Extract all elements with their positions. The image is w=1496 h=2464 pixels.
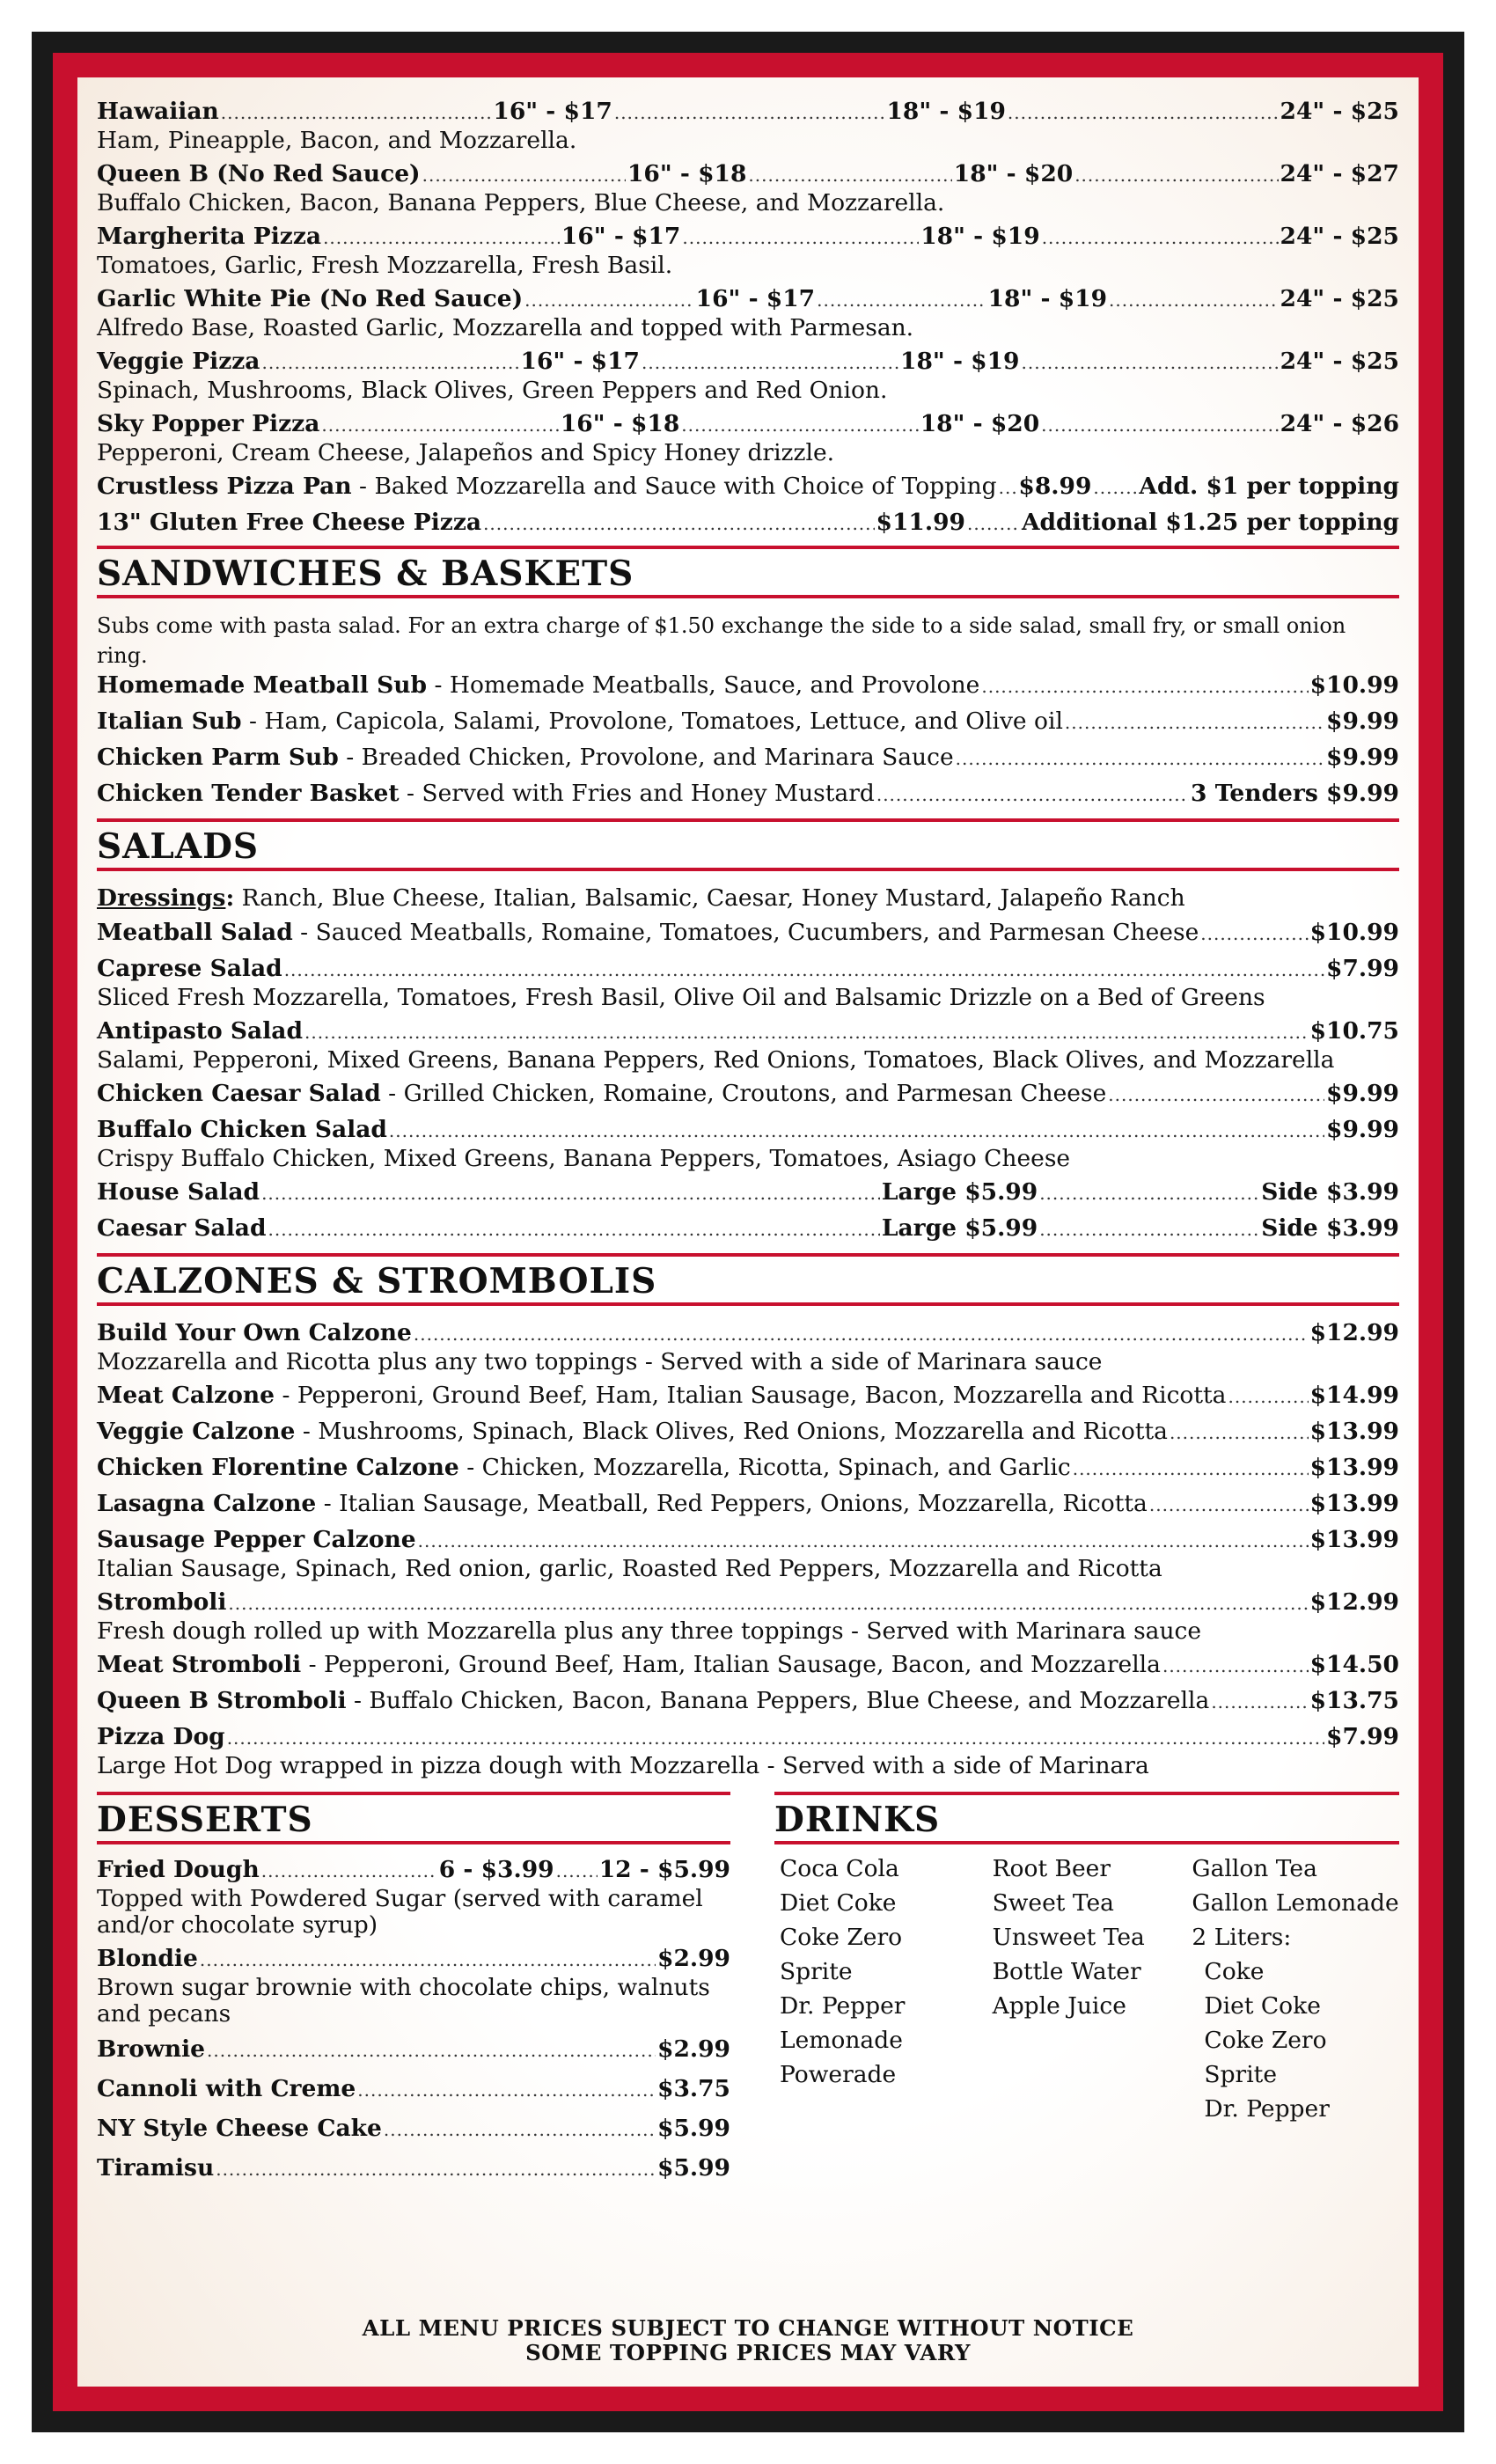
menu-item-calzone: Sausage Pepper Calzone ..... $13.99 Italian Sausage, Spinach, Red onion, garlic, Roasted Red Peppers, Mozzarella and Ricotta: [97, 1525, 1399, 1582]
section-title-salads: SALADS: [97, 827, 1399, 871]
menu-item-pizza: [97, 284, 1399, 341]
price-16: 16" - $17: [695, 285, 816, 312]
price-18: 18" - $19: [886, 98, 1006, 125]
item-name: Queen B (No Red Sauce): [97, 160, 421, 187]
drinks-list-3: Gallon Tea Gallon Lemonade 2 Liters: Coke Diet Coke Coke Zero Sprite Dr. Pepper: [1192, 1855, 1399, 2123]
price-24: 24" - $27: [1280, 160, 1399, 187]
menu-item-sandwich: Chicken Parm Sub - Breaded Chicken, Provolone, and Marinara Sauce ..... $9.99: [97, 743, 1399, 774]
price-18: 18" - $19: [920, 223, 1040, 250]
item-name: 13" Gluten Free Cheese Pizza: [97, 509, 482, 536]
topping-price: Additional $1.25 per topping: [1021, 509, 1399, 536]
menu-item-salad: Caprese Salad ..... $7.99 Sliced Fresh Mozzarella, Tomatoes, Fresh Basil, Olive Oil and Balsamic Drizzle on a Bed of Greens: [97, 954, 1399, 1011]
desserts-column: [97, 1785, 730, 2184]
menu-item-calzone: Lasagna Calzone - Italian Sausage, Meatball, Red Peppers, Onions, Mozzarella, Ricotta ..... $13.99: [97, 1489, 1399, 1520]
menu-item-pizza: [97, 222, 1399, 279]
menu-item-pizza-dog: Pizza Dog ..... $7.99 Large Hot Dog wrapped in pizza dough with Mozzarella - Served with a side of Marinara: [97, 1722, 1399, 1779]
menu-item-stromboli: Queen B Stromboli - Buffalo Chicken, Bacon, Banana Peppers, Blue Cheese, and Mozzarella ..... $13.75: [97, 1686, 1399, 1717]
menu-item-stromboli: Meat Stromboli - Pepperoni, Ground Beef, Ham, Italian Sausage, Bacon, and Mozzarella ..... $14.50: [97, 1650, 1399, 1681]
menu-item-stromboli: Stromboli ..... $12.99 Fresh dough rolled up with Mozzarella plus any three toppings - Served with Marinara sauce: [97, 1588, 1399, 1645]
menu-item-sandwich: Italian Sub - Ham, Capicola, Salami, Provolone, Tomatoes, Lettuce, and Olive oil ..... $9.99: [97, 707, 1399, 737]
section-title-calzones: CALZONES & STROMBOLIS: [97, 1262, 1399, 1306]
price-16: 16" - $18: [627, 160, 747, 187]
section-title-desserts: DESSERTS: [97, 1800, 730, 1844]
item-description: Buffalo Chicken, Bacon, Banana Peppers, Blue Cheese, and Mozzarella.: [97, 189, 945, 216]
menu-item-calzone: Meat Calzone - Pepperoni, Ground Beef, Ham, Italian Sausage, Bacon, Mozzarella and Ricotta ..... $14.99: [97, 1381, 1399, 1412]
price-24: 24" - $25: [1280, 285, 1399, 312]
drinks-list-2: Root Beer Sweet Tea Unsweet Tea Bottle Water Apple Juice: [992, 1855, 1145, 2020]
price-24: 24" - $26: [1280, 410, 1400, 437]
menu-item-salad: Meatball Salad - Sauced Meatballs, Romaine, Tomatoes, Cucumbers, and Parmesan Cheese ..... $10.99: [97, 918, 1399, 949]
item-description: Spinach, Mushrooms, Black Olives, Green Peppers and Red Onion.: [97, 377, 888, 404]
menu-item-calzone: Veggie Calzone - Mushrooms, Spinach, Black Olives, Red Onions, Mozzarella and Ricotta ..... $13.99: [97, 1417, 1399, 1448]
menu-item-salad: Chicken Caesar Salad - Grilled Chicken, Romaine, Croutons, and Parmesan Cheese ..... $9.99: [97, 1079, 1399, 1110]
price-24: 24" - $25: [1280, 348, 1400, 375]
item-name: Crustless Pizza Pan: [97, 473, 352, 500]
menu-item-dessert: Fried Dough ..... 6 - $3.99 ..... 12 - $5.99 Topped with Powdered Sugar (served with caramel and/or chocolate syrup): [97, 1855, 730, 1939]
item-price: $11.99: [876, 509, 965, 536]
menu-item-salad: House Salad ..... Large $5.99 ..... Side $3.99: [97, 1177, 1399, 1208]
item-name: Sky Popper Pizza: [97, 410, 320, 437]
item-name: Veggie Pizza: [97, 348, 260, 375]
menu-item-calzone: Chicken Florentine Calzone - Chicken, Mozzarella, Ricotta, Spinach, and Garlic ..... $13.99: [97, 1453, 1399, 1484]
drinks-list-1: Coca Cola Diet Coke Coke Zero Sprite Dr. Pepper Lemonade Powerade: [780, 1855, 906, 2088]
item-description: Pepperoni, Cream Cheese, Jalapeños and Spicy Honey drizzle.: [97, 439, 835, 466]
menu-item-basket: Chicken Tender Basket - Served with Fries and Honey Mustard ..... 3 Tenders $9.99: [97, 779, 1399, 810]
price-18: 18" - $20: [920, 410, 1040, 437]
item-price: $8.99: [1018, 473, 1092, 500]
menu-item-dessert: Brownie ..... $2.99: [97, 2035, 730, 2065]
item-name: Margherita Pizza: [97, 223, 322, 250]
price-16: 16" - $18: [560, 410, 680, 437]
footer-line-1: ALL MENU PRICES SUBJECT TO CHANGE WITHOUT NOTICE: [362, 2315, 1134, 2341]
menu-item-pizza: [97, 97, 1399, 154]
price-24: 24" - $25: [1280, 98, 1399, 125]
item-description: Ham, Pineapple, Bacon, and Mozzarella.: [97, 127, 577, 154]
menu-item-sandwich: Homemade Meatball Sub - Homemade Meatballs, Sauce, and Provolone ..... $10.99: [97, 671, 1399, 701]
price-18: 18" - $19: [987, 285, 1108, 312]
menu-item-pizza: [97, 159, 1399, 216]
item-description: Alfredo Base, Roasted Garlic, Mozzarella and topped with Parmesan.: [97, 314, 914, 341]
price-16: 16" - $17: [493, 98, 612, 125]
price-24: 24" - $25: [1280, 223, 1399, 250]
menu-item-salad: Antipasto Salad ..... $10.75 Salami, Pepperoni, Mixed Greens, Banana Peppers, Red Onions, Tomatoes, Black Olives, and Mozzarella: [97, 1016, 1399, 1074]
menu-item-dessert: NY Style Cheese Cake ..... $5.99: [97, 2114, 730, 2145]
item-name: Hawaiian: [97, 98, 219, 125]
item-name: Garlic White Pie (No Red Sauce): [97, 285, 524, 312]
pizza-list: [97, 97, 1399, 539]
price-16: 16" - $17: [561, 223, 681, 250]
price-18: 18" - $19: [900, 348, 1020, 375]
menu-item-dessert: Cannoli with Creme ..... $3.75: [97, 2074, 730, 2105]
menu-item-pizza: [97, 409, 1399, 466]
section-title-drinks: DRINKS: [774, 1800, 1399, 1844]
salad-dressings: Dressings: Ranch, Blue Cheese, Italian, Balsamic, Caesar, Honey Mustard, Jalapeño Ranch: [97, 884, 1185, 912]
price-18: 18" - $20: [953, 160, 1074, 187]
menu-item-pizza: [97, 347, 1399, 404]
menu-item-dessert: Tiramisu ..... $5.99: [97, 2153, 730, 2184]
footer-line-2: SOME TOPPING PRICES MAY VARY: [525, 2340, 971, 2365]
topping-price: Add. $1 per topping: [1139, 473, 1399, 500]
item-description: Baked Mozzarella and Sauce with Choice of Topping: [374, 473, 997, 500]
menu-item-salad: Buffalo Chicken Salad ..... $9.99 Crispy Buffalo Chicken, Mixed Greens, Banana Peppers, Tomatoes, Asiago Cheese: [97, 1115, 1399, 1172]
menu-item-gluten-free: [97, 508, 1399, 539]
item-description: Tomatoes, Garlic, Fresh Mozzarella, Fresh Basil.: [97, 252, 673, 279]
drinks-column: [774, 1785, 1399, 2184]
menu-content: [97, 97, 1399, 2184]
menu-item-crustless: Crustless Pizza Pan - Baked Mozzarella and Sauce with Choice of Topping ..... $8.99 ..... Add. $1 per topping: [97, 472, 1399, 502]
menu-item-calzone: Build Your Own Calzone ..... $12.99 Mozzarella and Ricotta plus any two toppings - Served with a side of Marinara sauce: [97, 1318, 1399, 1375]
price-16: 16" - $17: [520, 348, 640, 375]
menu-footer: [0, 2316, 1496, 2365]
sandwich-note: Subs come with pasta salad. For an extra charge of $1.50 exchange the side to a side salad, small fry, or small onion ring.: [97, 613, 1346, 668]
menu-item-salad: Caesar Salad ..... Large $5.99 ..... Side $3.99: [97, 1214, 1399, 1244]
section-title-sandwiches: SANDWICHES & BASKETS: [97, 554, 1399, 598]
menu-item-dessert: Blondie ..... $2.99 Brown sugar brownie with chocolate chips, walnuts and pecans: [97, 1944, 730, 2028]
